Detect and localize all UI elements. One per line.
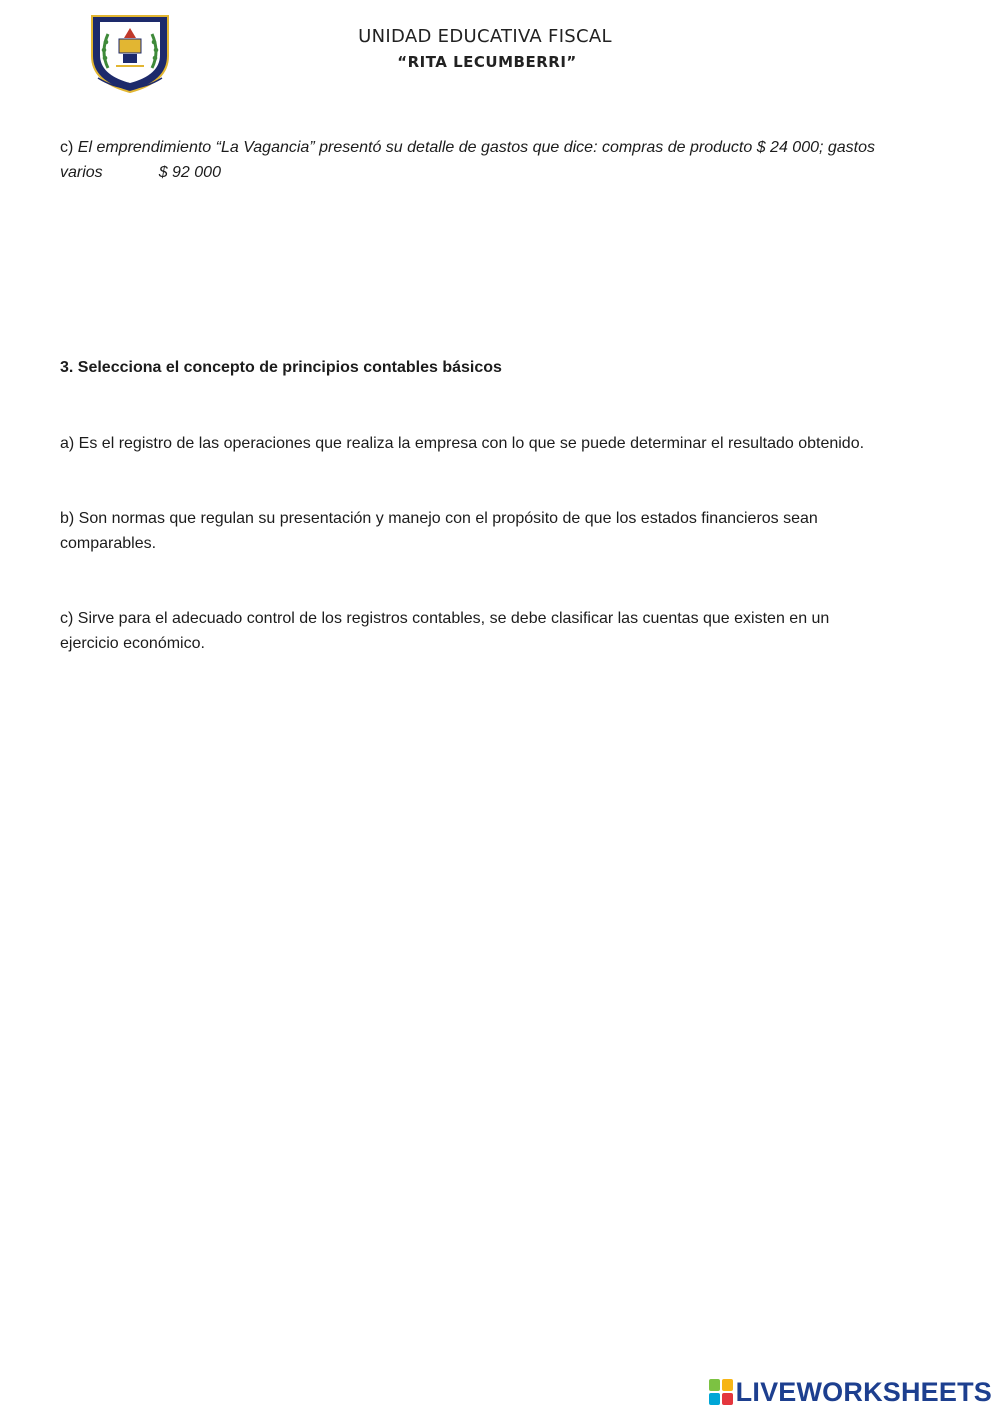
option-c-text-continued: ejercicio económico. <box>60 635 205 652</box>
option-b[interactable] <box>60 506 930 556</box>
exercise-c-text-continued: varios <box>60 164 103 181</box>
option-a-text: a) Es el registro de las operaciones que realiza la empresa con lo que se puede determinar el resultado obtenido. <box>60 435 865 452</box>
option-c-text: c) Sirve para el adecuado control de los registros contables, se debe clasificar las cuentas que existen en un <box>60 610 830 627</box>
exercise-c <box>60 135 930 185</box>
exercise-c-amount: $ 92 000 <box>158 164 221 181</box>
exercise-c-text: El emprendimiento “La Vagancia” presentó su detalle de gastos que dice: compras de producto $ 24 000; gastos <box>77 139 876 156</box>
liveworksheets-text: LIVEWORKSHEETS <box>735 1376 992 1407</box>
option-a[interactable] <box>60 431 930 456</box>
option-b-text: b) Son normas que regulan su presentación y manejo con el propósito de que los estados financieros sean <box>60 510 818 527</box>
school-name: UNIDAD EDUCATIVA FISCAL <box>358 26 612 47</box>
liveworksheets-watermark <box>709 1377 992 1407</box>
school-subname: “RITA LECUMBERRI” <box>397 53 577 71</box>
exercise-c-prefix: c) <box>60 139 74 156</box>
question-3-title: 3. Selecciona el concepto de principios contables básicos <box>60 359 502 376</box>
liveworksheets-logo-icon <box>709 1379 733 1405</box>
option-b-text-continued: comparables. <box>60 535 157 552</box>
option-c[interactable] <box>60 606 930 656</box>
